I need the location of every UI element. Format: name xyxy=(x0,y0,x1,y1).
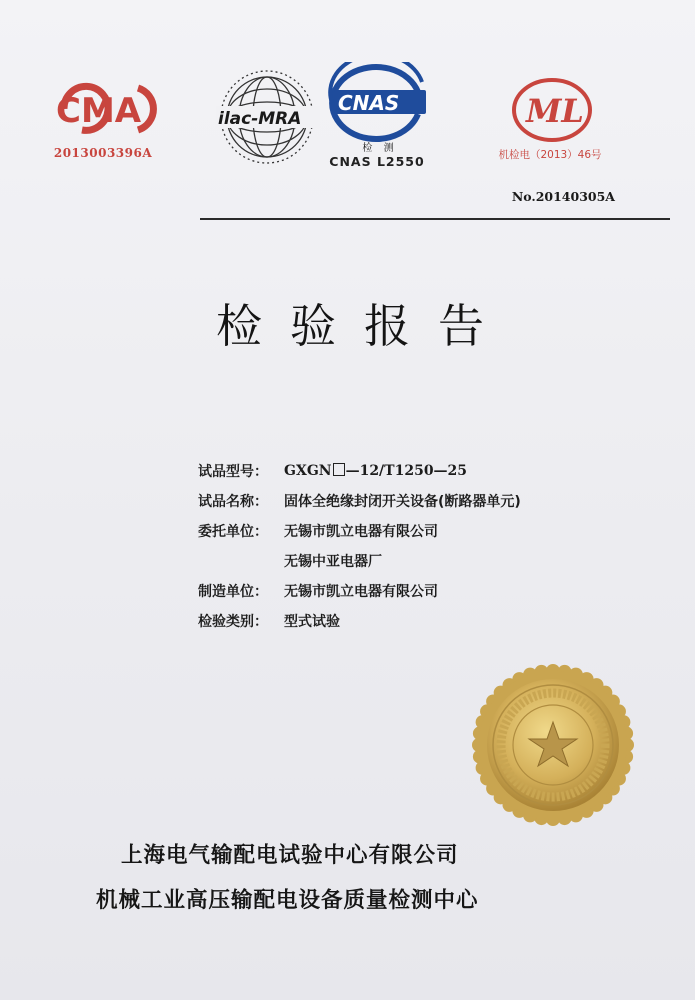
field-client-value-1: 无锡市凯立电器有限公司 xyxy=(284,524,438,540)
model-prefix: GXGN xyxy=(284,463,332,479)
field-client-label: 委托单位： xyxy=(198,524,268,540)
report-number: No.20140305A xyxy=(511,189,615,204)
report-fields xyxy=(198,456,638,636)
field-client-value-2: 无锡中亚电器厂 xyxy=(284,554,382,570)
field-name-label: 试品名称： xyxy=(198,494,268,510)
cma-code: 2013003396A xyxy=(53,146,153,160)
field-model xyxy=(198,456,638,486)
page-title: 检验报告 xyxy=(216,299,512,353)
svg-text:CNAS: CNAS xyxy=(338,91,400,115)
field-model-value xyxy=(284,463,467,479)
issuer-name-2: 机械工业高压输配电设备质量检测中心 xyxy=(96,888,479,913)
field-name xyxy=(198,486,638,516)
field-category-value: 型式试验 xyxy=(284,614,340,630)
blank-box-icon xyxy=(333,463,345,476)
ml-logo xyxy=(510,76,594,144)
gold-seal-icon xyxy=(468,660,638,834)
field-client-2 xyxy=(198,546,638,576)
cnas-sub-label: 检 测 xyxy=(362,143,398,154)
field-client xyxy=(198,516,638,546)
ilac-mra-logo xyxy=(212,62,322,172)
svg-text:ML: ML xyxy=(526,92,584,130)
issuer-name-1: 上海电气输配电试验中心有限公司 xyxy=(121,843,459,868)
cnas-logo xyxy=(322,62,434,144)
svg-text:ilac-MRA: ilac-MRA xyxy=(218,109,302,129)
field-maker xyxy=(198,576,638,606)
field-name-value: 固体全绝缘封闭开关设备(断路器单元) xyxy=(284,494,521,510)
field-maker-value: 无锡市凯立电器有限公司 xyxy=(284,584,438,600)
cnas-code: CNAS L2550 xyxy=(329,154,425,169)
field-category-label: 检验类别： xyxy=(198,614,268,630)
header-rule xyxy=(200,218,670,220)
model-suffix: —12/T1250—25 xyxy=(345,463,468,479)
field-category xyxy=(198,606,638,636)
cma-logo xyxy=(42,78,160,140)
ml-code: 机检电（2013）46号 xyxy=(498,149,602,161)
field-maker-label: 制造单位： xyxy=(198,584,268,600)
svg-text:CMA: CMA xyxy=(56,91,142,131)
field-model-label: 试品型号： xyxy=(198,464,268,480)
